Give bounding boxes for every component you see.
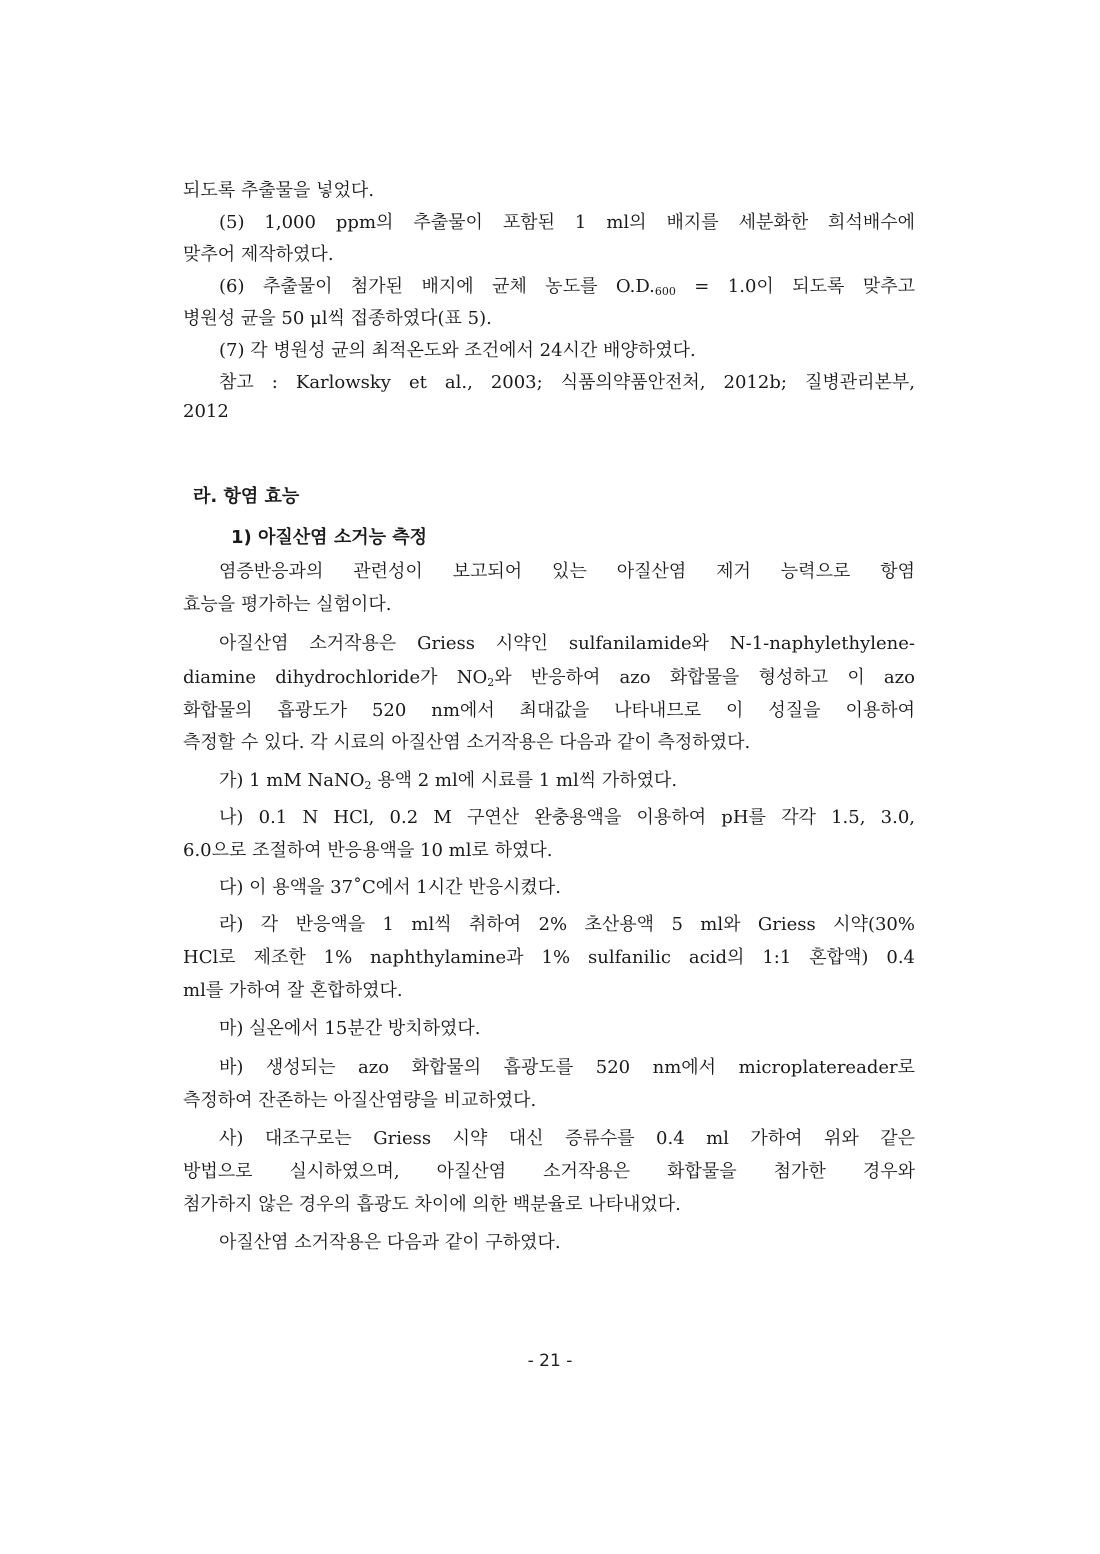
step-ma: 마) 실온에서 15분간 방치하였다. <box>219 1018 481 1039</box>
closing-line: 아질산염 소거작용은 다음과 같이 구하였다. <box>219 1232 561 1253</box>
text-line: 화합물의 흡광도가 520 nm에서 최대값을 나타내므로 이 성질을 이용하여 <box>183 700 915 721</box>
text-line: 아질산염 소거작용은 Griess 시약인 sulfanilamide와 N-1-naphylethylene- <box>219 633 915 654</box>
step-da: 다) 이 용액을 37˚C에서 1시간 반응시켰다. <box>219 877 561 898</box>
section-heading: 라. 항염 효능 <box>193 486 300 507</box>
step-ga: 가) 1 mM NaNO$_2$ 용액 2 ml에 시료를 1 ml씩 가하였다. <box>219 770 678 792</box>
text-line: (7) 각 병원성 균의 최적온도와 조건에서 24시간 배양하였다. <box>219 340 696 361</box>
page-number: - 21 - <box>527 1351 573 1371</box>
text-line: 되도록 추출물을 넣었다. <box>183 180 375 201</box>
step-sa-cont: 첨가하지 않은 경우의 흡광도 차이에 의한 백분율로 나타내었다. <box>183 1194 681 1215</box>
text-line-od600: (6) 추출물이 첨가된 배지에 균체 농도를 $O.D._{600} = 1.0$이 되도록 맞추고 <box>219 276 915 298</box>
step-ba-cont: 측정하여 잔존하는 아질산염량을 비교하였다. <box>183 1090 537 1111</box>
text-line: 병원성 균을 50 μl씩 접종하였다(표 5). <box>183 308 492 329</box>
step-sa-cont: 방법으로 실시하였으며, 아질산염 소거작용은 화합물을 첨가한 경우와 <box>183 1161 915 1182</box>
text-line: 효능을 평가하는 실험이다. <box>183 594 392 615</box>
subsection-heading: 1) 아질산염 소거능 측정 <box>231 527 428 548</box>
text-line: 염증반응과의 관련성이 보고되어 있는 아질산염 제거 능력으로 항염 <box>219 561 915 582</box>
step-ra: 라) 각 반응액을 1 ml씩 취하여 2% 초산용액 5 ml와 Griess 시약(30% <box>219 914 915 935</box>
text-line-no2: diamine dihydrochloride가 $NO_2$와 반응하여 azo 화합물을 형성하고 이 azo <box>183 667 915 689</box>
step-na-cont: 6.0으로 조절하여 반응용액을 10 ml로 하였다. <box>183 840 553 861</box>
step-sa: 사) 대조구로는 Griess 시약 대신 증류수를 0.4 ml 가하여 위와 같은 <box>219 1128 915 1149</box>
reference-line: 2012 <box>183 401 229 422</box>
step-ba: 바) 생성되는 azo 화합물의 흡광도를 520 nm에서 microplatereader로 <box>219 1057 915 1078</box>
text-line: 측정할 수 있다. 각 시료의 아질산염 소거작용은 다음과 같이 측정하였다. <box>183 732 751 753</box>
step-na: 나) 0.1 N HCl, 0.2 M 구연산 완충용액을 이용하여 pH를 각각 1.5, 3.0, <box>219 807 915 828</box>
text-line: (5) 1,000 ppm의 추출물이 포함된 1 ml의 배지를 세분화한 희석배수에 <box>219 212 915 233</box>
step-ra-cont: ml를 가하여 잘 혼합하였다. <box>183 980 403 1001</box>
step-ra-cont: HCl로 제조한 1% naphthylamine과 1% sulfanilic acid의 1:1 혼합액) 0.4 <box>183 947 915 968</box>
reference-line: 참고 : Karlowsky et al., 2003; 식품의약품안전처, 2012b; 질병관리본부, <box>219 372 915 393</box>
text-line: 맞추어 제작하였다. <box>183 244 334 265</box>
